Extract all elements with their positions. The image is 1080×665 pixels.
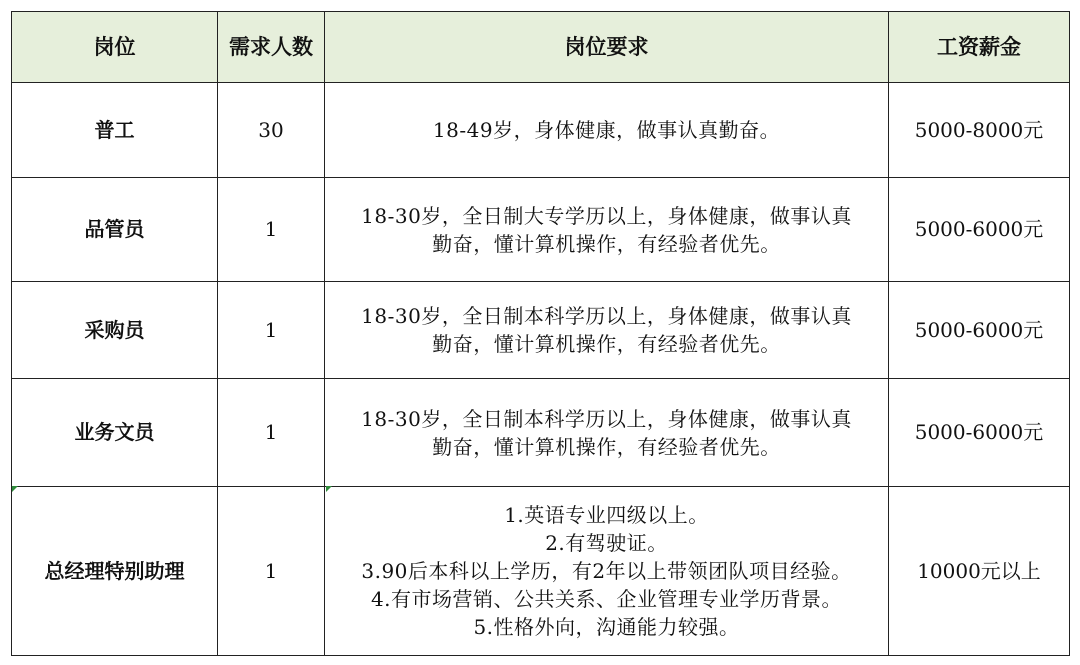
headcount-cell: 1 <box>218 178 325 282</box>
header-salary: 工资薪金 <box>889 12 1070 83</box>
requirement-line: 18-30岁，全日制本科学历以上，身体健康，做事认真 <box>361 304 852 328</box>
requirement-line: 5.性格外向，沟通能力较强。 <box>473 615 740 639</box>
requirements-cell <box>325 487 889 656</box>
header-row <box>12 12 1070 83</box>
requirement-line: 18-49岁，身体健康，做事认真勤奋。 <box>432 117 781 142</box>
headcount-cell: 1 <box>218 282 325 379</box>
headcount-cell: 1 <box>218 379 325 487</box>
requirement-line: 4.有市场营销、公共关系、企业管理专业学历背景。 <box>370 587 843 611</box>
table-row <box>12 83 1070 178</box>
requirement-line: 勤奋，懂计算机操作，有经验者优先。 <box>432 332 781 356</box>
requirement-line: 1.英语专业四级以上。 <box>504 503 709 527</box>
salary-cell: 5000-6000元 <box>889 282 1070 379</box>
position-cell: 普工 <box>12 83 218 178</box>
cell-error-marker <box>12 486 18 492</box>
table-row <box>12 379 1070 487</box>
cell-error-marker <box>326 486 332 492</box>
salary-cell: 5000-8000元 <box>889 83 1070 178</box>
requirements-cell <box>325 282 889 379</box>
salary-cell: 5000-6000元 <box>889 379 1070 487</box>
position-cell: 采购员 <box>12 282 218 379</box>
position-cell: 业务文员 <box>12 379 218 487</box>
requirements-cell <box>325 178 889 282</box>
salary-cell: 10000元以上 <box>889 487 1070 656</box>
headcount-cell: 30 <box>218 83 325 178</box>
position-cell: 总经理特别助理 <box>12 487 218 656</box>
table-row <box>12 178 1070 282</box>
requirement-line: 18-30岁，全日制大专学历以上，身体健康，做事认真 <box>361 203 852 228</box>
requirement-line: 2.有驾驶证。 <box>545 531 668 555</box>
requirement-line: 18-30岁，全日制本科学历以上，身体健康，做事认真 <box>361 406 852 431</box>
table-row <box>12 487 1070 656</box>
header-requirements: 岗位要求 <box>325 12 889 83</box>
position-cell: 品管员 <box>12 178 218 282</box>
header-position: 岗位 <box>12 12 218 83</box>
requirements-cell <box>325 83 889 178</box>
header-headcount: 需求人数 <box>218 12 325 83</box>
requirement-line: 勤奋，懂计算机操作，有经验者优先。 <box>432 434 781 459</box>
requirement-line: 3.90后本科以上学历，有2年以上带领团队项目经验。 <box>361 559 852 583</box>
headcount-cell: 1 <box>218 487 325 656</box>
salary-cell: 5000-6000元 <box>889 178 1070 282</box>
requirements-cell <box>325 379 889 487</box>
job-table <box>11 11 1070 656</box>
requirement-line: 勤奋，懂计算机操作，有经验者优先。 <box>432 231 781 256</box>
table-row <box>12 282 1070 379</box>
